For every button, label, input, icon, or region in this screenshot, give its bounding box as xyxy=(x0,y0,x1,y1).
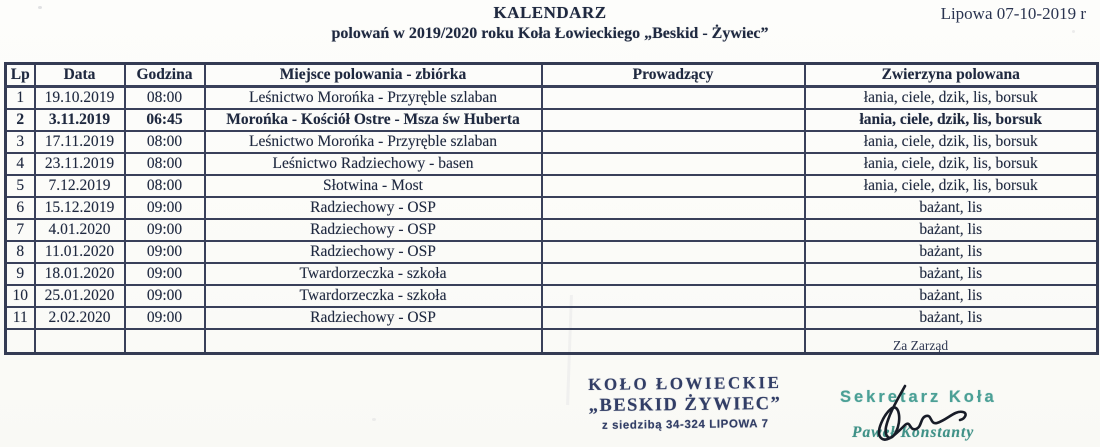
cell-miejsce: Radziechowy - OSP xyxy=(205,241,542,263)
cell-godzina: 08:00 xyxy=(125,175,205,197)
cell-lp: 7 xyxy=(6,219,35,241)
cell-zwierzyna: łania, ciele, dzik, lis, borsuk xyxy=(805,175,1098,197)
cell-prowadzacy xyxy=(542,307,805,329)
cell-data: 2.02.2020 xyxy=(35,307,125,329)
cell-miejsce: Leśnictwo Morońka - Przyręble szlaban xyxy=(205,131,542,153)
club-stamp-title: „BESKID ŻYWIEC” xyxy=(588,393,782,417)
cell-miejsce: Słotwina - Most xyxy=(205,175,542,197)
document-subtitle: polowań w 2019/2020 roku Koła Łowieckiego „Beskid - Żywiec” xyxy=(331,25,769,42)
column-header-zwierzyna: Zwierzyna polowana xyxy=(805,64,1098,87)
cell-godzina: 09:00 xyxy=(125,197,205,219)
cell-lp: 6 xyxy=(6,197,35,219)
cell-lp xyxy=(6,329,35,354)
table-row xyxy=(6,219,1098,241)
club-stamp xyxy=(560,373,811,433)
table-row xyxy=(6,197,1098,219)
secretary-stamp xyxy=(840,388,1060,442)
cell-data: 23.11.2019 xyxy=(35,153,125,175)
cell-zwierzyna: bażant, lis xyxy=(805,219,1098,241)
cell-prowadzacy xyxy=(542,153,805,175)
cell-miejsce: Radziechowy - OSP xyxy=(205,197,542,219)
cell-lp: 10 xyxy=(6,285,35,307)
column-header-lp: Lp xyxy=(6,64,35,87)
cell-zwierzyna: bażant, lis xyxy=(805,285,1098,307)
cell-data: 25.01.2020 xyxy=(35,285,125,307)
cell-prowadzacy xyxy=(542,263,805,285)
cell-zwierzyna: łania, ciele, dzik, lis, borsuk xyxy=(805,131,1098,153)
cell-prowadzacy xyxy=(542,197,805,219)
cell-data: 3.11.2019 xyxy=(35,109,125,131)
column-header-data: Data xyxy=(35,64,125,87)
cell-godzina: 08:00 xyxy=(125,131,205,153)
table-row xyxy=(6,175,1098,197)
secretary-stamp-name: Paweł Konstanty xyxy=(852,424,975,441)
cell-godzina: 09:00 xyxy=(125,263,205,285)
cell-lp: 9 xyxy=(6,263,35,285)
cell-miejsce: Morońka - Kościół Ostre - Msza św Huberta xyxy=(205,109,542,131)
cell-prowadzacy xyxy=(542,175,805,197)
cell-prowadzacy xyxy=(542,329,805,354)
document-title-block xyxy=(0,3,1100,43)
table-row xyxy=(6,307,1098,329)
table-row xyxy=(6,87,1098,110)
column-header-prowadzacy: Prowadzący xyxy=(542,64,805,87)
cell-godzina: 09:00 xyxy=(125,307,205,329)
cell-zwierzyna xyxy=(805,329,1098,354)
cell-godzina: 09:00 xyxy=(125,241,205,263)
cell-data: 15.12.2019 xyxy=(35,197,125,219)
cell-zwierzyna: bażant, lis xyxy=(805,241,1098,263)
club-stamp-address: z siedzibą 34-324 LIPOWA 7 xyxy=(601,418,769,432)
cell-data: 11.01.2020 xyxy=(35,241,125,263)
document-date: Lipowa 07-10-2019 r xyxy=(940,4,1086,23)
cell-godzina xyxy=(125,329,205,354)
cell-lp: 2 xyxy=(6,109,35,131)
cell-miejsce: Leśnictwo Radziechowy - basen xyxy=(205,153,542,175)
cell-lp: 5 xyxy=(6,175,35,197)
cell-prowadzacy xyxy=(542,219,805,241)
cell-godzina: 06:45 xyxy=(125,109,205,131)
cell-lp: 4 xyxy=(6,153,35,175)
cell-prowadzacy xyxy=(542,87,805,110)
cell-miejsce: Radziechowy - OSP xyxy=(205,219,542,241)
cell-miejsce: Leśnictwo Morońka - Przyręble szlaban xyxy=(205,87,542,110)
cell-data xyxy=(35,329,125,354)
cell-prowadzacy xyxy=(542,285,805,307)
cell-data: 7.12.2019 xyxy=(35,175,125,197)
cell-godzina: 08:00 xyxy=(125,153,205,175)
cell-godzina: 09:00 xyxy=(125,285,205,307)
cell-data: 18.01.2020 xyxy=(35,263,125,285)
table-row xyxy=(6,153,1098,175)
scan-smudge xyxy=(372,418,376,421)
secretary-stamp-title: Sekretarz Koła xyxy=(840,388,997,406)
cell-zwierzyna: łania, ciele, dzik, lis, borsuk xyxy=(805,87,1098,110)
cell-lp: 3 xyxy=(6,131,35,153)
table-row xyxy=(6,285,1098,307)
cell-miejsce: Twardorzeczka - szkoła xyxy=(205,263,542,285)
cell-data: 4.01.2020 xyxy=(35,219,125,241)
cell-miejsce: Radziechowy - OSP xyxy=(205,307,542,329)
cell-prowadzacy xyxy=(542,131,805,153)
cell-data: 17.11.2019 xyxy=(35,131,125,153)
cell-zwierzyna: bażant, lis xyxy=(805,263,1098,285)
cell-prowadzacy xyxy=(542,241,805,263)
table-row xyxy=(6,131,1098,153)
cell-miejsce: Twardorzeczka - szkoła xyxy=(205,285,542,307)
cell-lp: 11 xyxy=(6,307,35,329)
cell-lp: 8 xyxy=(6,241,35,263)
table-row xyxy=(6,263,1098,285)
cell-godzina: 08:00 xyxy=(125,87,205,110)
table-row xyxy=(6,241,1098,263)
cell-miejsce xyxy=(205,329,542,354)
document-title: KALENDARZ xyxy=(493,3,607,22)
cell-zwierzyna: bażant, lis xyxy=(805,197,1098,219)
za-zarzad-label: Za Zarząd xyxy=(893,338,949,353)
cell-lp: 1 xyxy=(6,87,35,110)
cell-zwierzyna: łania, ciele, dzik, lis, borsuk xyxy=(805,109,1098,131)
cell-zwierzyna: bażant, lis xyxy=(805,307,1098,329)
cell-zwierzyna: łania, ciele, dzik, lis, borsuk xyxy=(805,153,1098,175)
hunting-calendar-table xyxy=(4,62,1099,355)
cell-data: 19.10.2019 xyxy=(35,87,125,110)
cell-godzina: 09:00 xyxy=(125,219,205,241)
column-header-miejsce: Miejsce polowania - zbiórka xyxy=(205,64,542,87)
table-header-row xyxy=(6,64,1098,87)
column-header-godzina: Godzina xyxy=(125,64,205,87)
table-row xyxy=(6,109,1098,131)
club-stamp-name: KOŁO ŁOWIECKIE xyxy=(588,372,782,395)
cell-prowadzacy xyxy=(542,109,805,131)
